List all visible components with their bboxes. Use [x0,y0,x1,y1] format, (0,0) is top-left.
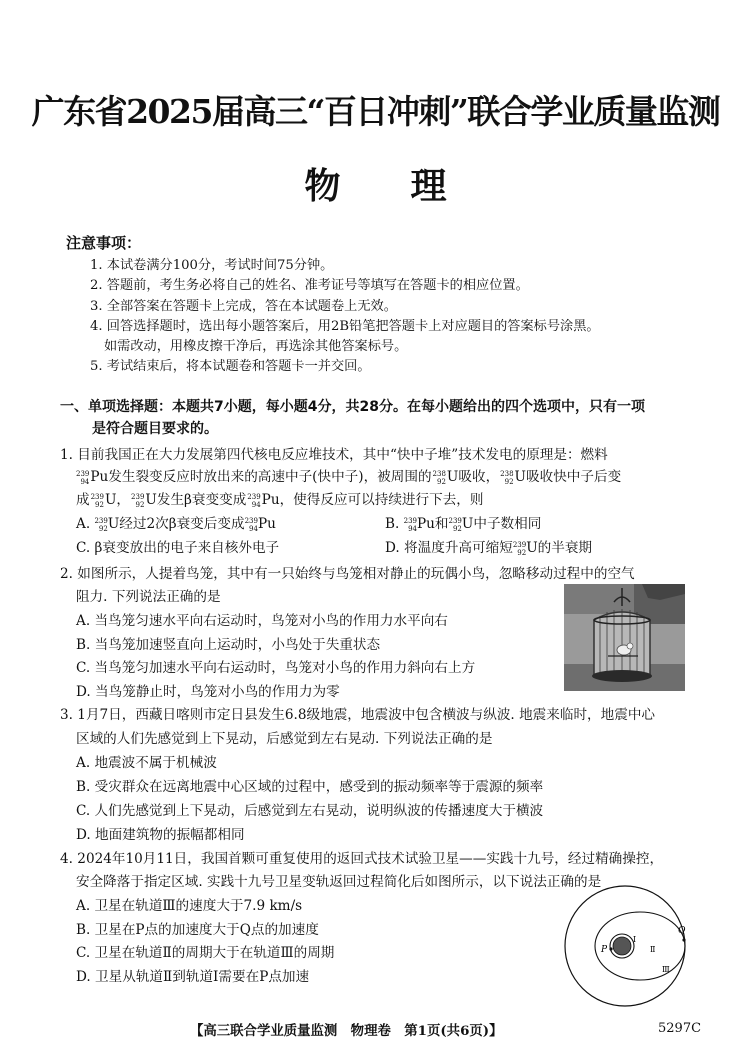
option-d: D. 将温度升高可缩短 239 92 U的半衰期 [385,540,593,557]
option-a: A. 当鸟笼匀速水平向右运动时，鸟笼对小鸟的作用力水平向右 [76,613,448,629]
subject-char-1: 物 [304,166,341,207]
question-2-line: 2. 如图所示，人提着鸟笼，其中有一只始终与鸟笼相对静止的玩偶小鸟，忽略移动过程中的空气 [60,566,635,582]
section-heading: 一、单项选择题：本题共7小题，每小题4分，共28分。在每小题给出的四个选项中，只有一项 [60,399,645,415]
label-P: P [601,945,608,955]
question-1-line: 1. 目前我国正在大力发展第四代核电反应堆技术，其中“快中子堆”技术发电的原理是：燃料 [60,447,608,463]
question-1-line: 成 239 92 U， 239 92 U发生β衰变变成 239 94 Pu，使得反应可以持续进行下去，则 [76,492,484,509]
option-c: C. 人们先感觉到上下晃动，后感觉到左右晃动，说明纵波的传播速度大于横波 [76,803,544,819]
page-footer: 【高三联合学业质量监测 物理卷 第1页(共6页)】 [190,1023,503,1039]
isotope-notation: 238 92 [432,469,446,486]
option-c: C. 当鸟笼匀加速水平向右运动时，鸟笼对小鸟的作用力斜向右上方 [76,660,476,676]
label-II: Ⅱ [650,945,656,954]
isotope-notation: 239 92 [90,492,104,509]
option-a: A. 卫星在轨道Ⅲ的速度大于7.9 km/s [76,898,303,914]
option-d: D. 地面建筑物的振幅都相同 [76,827,245,843]
option-d: D. 卫星从轨道Ⅱ到轨道Ⅰ需要在P点加速 [76,969,310,985]
label-Q: Q [678,926,686,936]
question-2-line: 阻力. 下列说法正确的是 [76,589,221,605]
notice-heading: 注意事项： [66,234,142,252]
paper-code: 5297C [658,1021,702,1036]
option-c: C. β衰变放出的电子来自核外电子 [76,540,280,556]
notice-item: 3. 全部答案在答题卡上完成，答在本试题卷上无效。 [90,299,397,314]
option-c: C. 卫星在轨道Ⅱ的周期大于在轨道Ⅲ的周期 [76,945,335,961]
isotope-notation: 239 94 [76,469,90,486]
option-b: B. 当鸟笼加速竖直向上运动时，小鸟处于失重状态 [76,637,381,653]
notice-item: 1. 本试卷满分100分，考试时间75分钟。 [90,258,334,273]
notice-item: 5. 考试结束后，将本试题卷和答题卡一并交回。 [90,359,371,374]
section-heading-cont: 是符合题目要求的。 [92,421,218,437]
option-d: D. 当鸟笼静止时，鸟笼对小鸟的作用力为零 [76,684,340,700]
isotope-notation: 238 92 [500,469,514,486]
isotope-notation: 239 92 [131,492,145,509]
birdcage-photo [564,584,685,691]
isotope-notation: 239 94 [247,492,261,509]
option-b: B. 卫星在P点的加速度大于Q点的加速度 [76,922,319,938]
question-3-line: 区域的人们先感觉到上下晃动，后感觉到左右晃动. 下列说法正确的是 [76,731,493,747]
exam-title: 广东省2025届高三“百日冲刺”联合学业质量监测 [31,92,720,131]
option-a: A. 地震波不属于机械波 [76,755,217,771]
notice-item: 如需改动，用橡皮擦干净后，再选涂其他答案标号。 [104,339,408,354]
option-a: A. 239 92 U经过2次β衰变后变成 239 94 Pu [76,516,276,533]
question-3-line: 3. 1月7日，西藏日喀则市定日县发生6.8级地震，地震波中包含横波与纵波. 地震来临时，地震中心 [60,707,656,723]
option-b: B. 239 94 Pu和 239 92 U中子数相同 [385,516,542,533]
orbit-diagram [561,880,693,1008]
subject-title [0,158,751,209]
subject-char-2: 理 [410,166,447,207]
notice-item: 2. 答题前，考生务必将自己的姓名、准考证号等填写在答题卡的相应位置。 [90,278,529,293]
option-b: B. 受灾群众在远离地震中心区域的过程中，感受到的振动频率等于震源的频率 [76,779,544,795]
question-4-line: 安全降落于指定区域. 实践十九号卫星变轨返回过程简化后如图所示，以下说法正确的是 [76,874,602,890]
question-4-line: 4. 2024年10月11日，我国首颗可重复使用的返回式技术试验卫星——实践十九号，经过精确操控， [60,851,664,867]
earth [613,937,631,955]
label-III: Ⅲ [662,965,670,974]
question-1-line: 239 94 Pu发生裂变反应时放出来的高速中子(快中子)，被周围的 238 92 U吸收， 238 92 U吸收快中子后变 [76,469,622,486]
label-I: Ⅰ [633,935,637,944]
notice-item: 4. 回答选择题时，选出每小题答案后，用2B铅笔把答题卡上对应题目的答案标号涂黑。 [90,319,600,334]
orbit-ii [595,912,685,980]
